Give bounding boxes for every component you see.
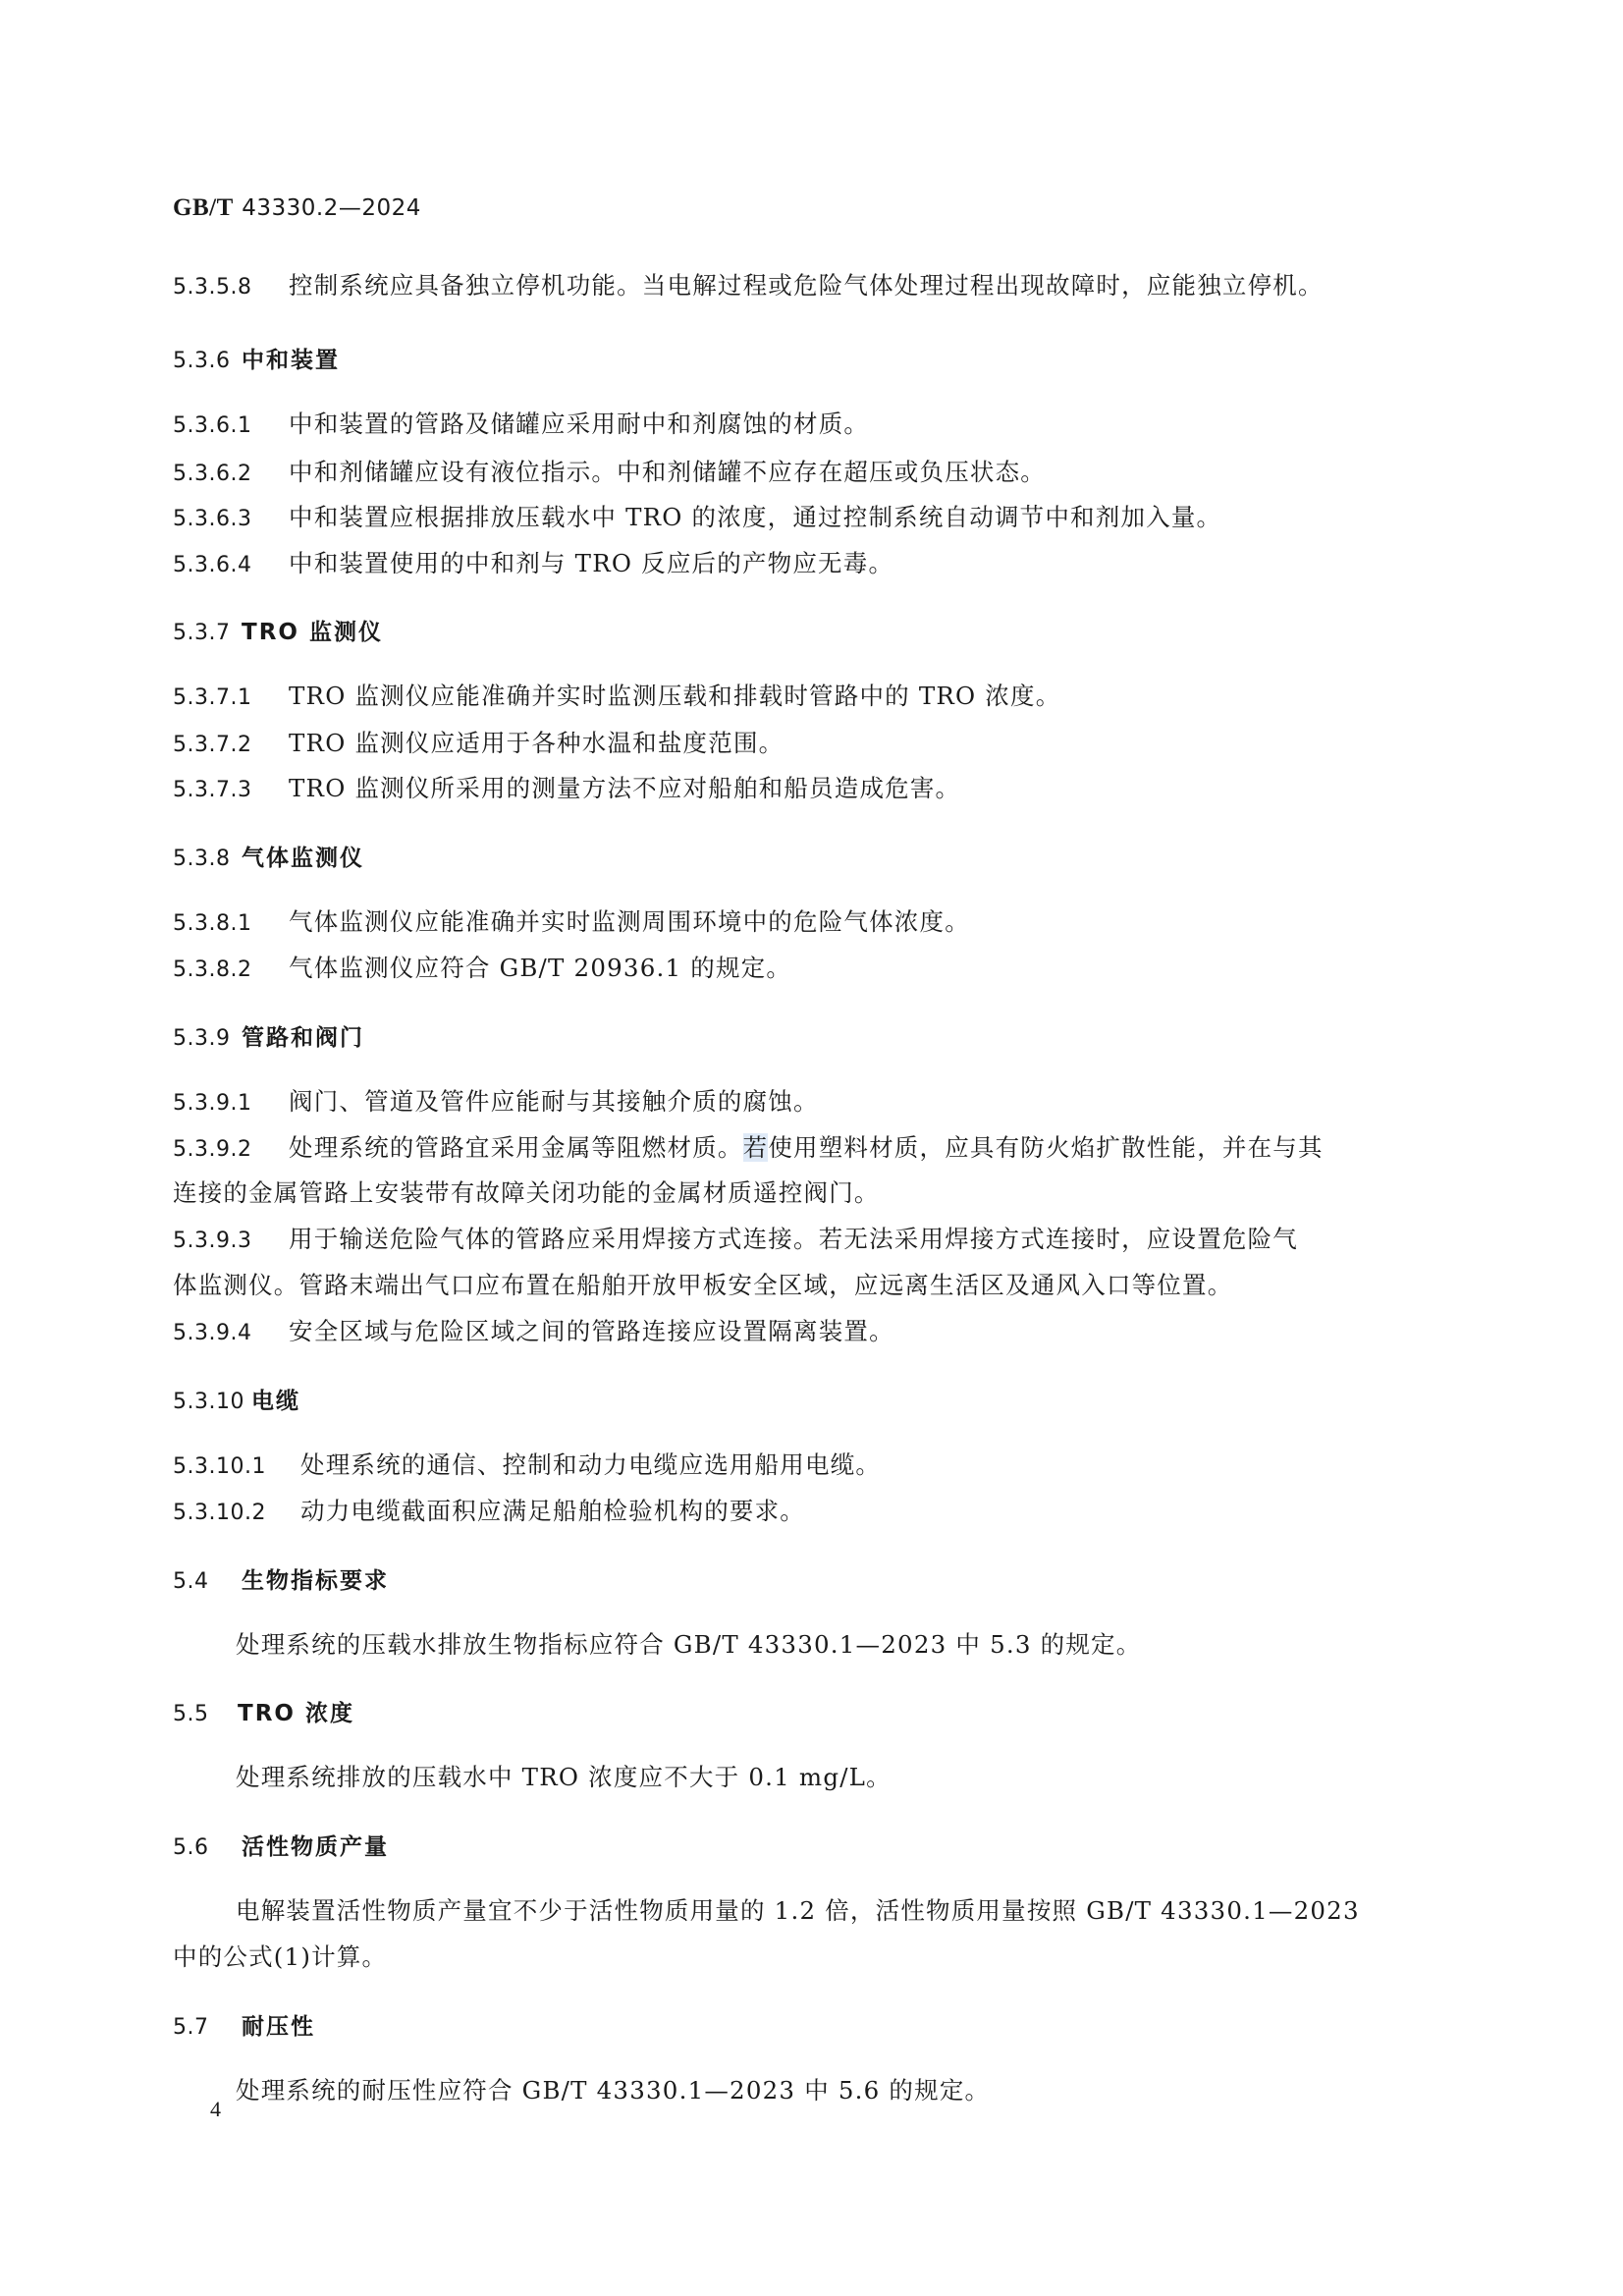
section-number: 5.3.6 [173,349,231,373]
clause-5-3-8-1 [173,903,1449,938]
clause-number: 5.3.7.1 [173,685,252,710]
clause-number: 5.3.6.4 [173,553,252,577]
clause-5-3-10-2 [173,1493,1449,1527]
section-title: 气体监测仪 [242,846,364,871]
body-paragraph [236,1759,1512,1793]
clause-text: 气体监测仪应符合 GB/T 20936.1 的规定。 [289,954,792,982]
section-heading-5-5 [173,1695,1449,1727]
clause-text: 连接的金属管路上安装带有故障关闭功能的金属材质遥控阀门。 [173,1178,880,1207]
clause-5-3-6-1 [173,406,1449,440]
section-heading-5-3-10 [173,1383,1449,1415]
section-title: 管路和阀门 [242,1025,364,1051]
section-title: 活性物质产量 [242,1834,389,1860]
paragraph-text: 电解装置活性物质产量宜不少于活性物质用量的 1.2 倍，活性物质用量按照 GB/T 43330.1—2023 [236,1896,1360,1925]
clause-text-part-b: 使用塑料材质，应具有防火焰扩散性能，并在与其 [768,1133,1324,1162]
section-title: TRO 监测仪 [242,620,383,645]
clause-5-3-6-2 [173,454,1449,488]
clause-text: 阀门、管道及管件应能耐与其接触介质的腐蚀。 [289,1087,819,1116]
section-heading-5-6 [173,1829,1449,1861]
clause-5-3-7-3 [173,770,1449,804]
paragraph-continuation [173,1939,1449,1973]
section-number: 5.3.8 [173,847,231,871]
body-paragraph [236,2072,1512,2106]
clause-text: 用于输送危险气体的管路应采用焊接方式连接。若无法采用焊接方式连接时，应设置危险气 [289,1225,1298,1253]
section-title: TRO 浓度 [238,1701,354,1726]
clause-text: TRO 监测仪应能准确并实时监测压载和排载时管路中的 TRO 浓度。 [289,682,1061,710]
clause-text: 中和装置的管路及储罐应采用耐中和剂腐蚀的材质。 [289,410,870,438]
section-number: 5.3.9 [173,1026,231,1051]
page-number: 4 [210,2097,221,2121]
section-title: 耐压性 [242,2014,315,2040]
body-paragraph [236,1892,1512,1927]
clause-5-3-8-2 [173,950,1449,984]
section-title: 生物指标要求 [242,1568,389,1594]
section-number: 5.3.10 [173,1390,244,1414]
section-number: 5.5 [173,1702,209,1726]
paragraph-text: 中的公式(1)计算。 [173,1942,388,1971]
paragraph-text: 处理系统的压载水排放生物指标应符合 GB/T 43330.1—2023 中 5.3 的规定。 [236,1630,1142,1659]
clause-number: 5.3.7.2 [173,733,252,757]
section-heading-5-4 [173,1562,1449,1595]
section-heading-5-3-7 [173,614,1449,646]
clause-number: 5.3.9.4 [173,1321,252,1345]
clause-number: 5.3.8.2 [173,957,252,982]
section-number: 5.6 [173,1835,209,1860]
clause-5-3-6-4 [173,545,1449,579]
clause-number: 5.3.9.2 [173,1137,252,1162]
section-number: 5.7 [173,2015,209,2040]
clause-number: 5.3.6.3 [173,507,252,531]
standard-number: 43330.2—2024 [242,195,421,221]
clause-text-part-a: 处理系统的管路宜采用金属等阻燃材质。 [289,1133,743,1162]
clause-text: TRO 监测仪应适用于各种水温和盐度范围。 [289,729,784,757]
clause-5-3-9-1 [173,1083,1449,1118]
clause-number: 5.3.8.1 [173,911,252,936]
paragraph-text: 处理系统排放的压载水中 TRO 浓度应不大于 0.1 mg/L。 [236,1763,892,1791]
clause-text: TRO 监测仪所采用的测量方法不应对船舶和船员造成危害。 [289,774,961,802]
paragraph-text: 处理系统的耐压性应符合 GB/T 43330.1—2023 中 5.6 的规定。 [236,2076,991,2105]
clause-number: 5.3.10.2 [173,1501,266,1525]
clause-text: 体监测仪。管路末端出气口应布置在船舶开放甲板安全区域，应远离生活区及通风入口等位置。 [173,1271,1233,1299]
clause-text: 控制系统应具备独立停机功能。当电解过程或危险气体处理过程出现故障时，应能独立停机。 [289,271,1324,300]
clause-text: 气体监测仪应能准确并实时监测周围环境中的危险气体浓度。 [289,907,970,936]
clause-5-3-7-2 [173,725,1449,759]
clause-5-3-7-1 [173,678,1449,712]
clause-number: 5.3.6.1 [173,413,252,438]
section-title: 电缆 [251,1389,300,1414]
clause-5-3-10-1 [173,1447,1449,1481]
clause-5-3-9-2 [173,1129,1449,1164]
page-header [173,192,421,222]
clause-text: 处理系统的通信、控制和动力电缆应选用船用电缆。 [300,1450,882,1479]
section-heading-5-3-6 [173,342,1449,374]
section-heading-5-3-9 [173,1019,1449,1052]
clause-5-3-9-4 [173,1313,1449,1347]
clause-continuation [173,1267,1449,1301]
section-number: 5.4 [173,1569,209,1594]
standard-prefix: GB/T [173,194,234,221]
clause-number: 5.3.9.1 [173,1091,252,1116]
clause-continuation [173,1175,1449,1209]
clause-text: 安全区域与危险区域之间的管路连接应设置隔离装置。 [289,1317,894,1345]
clause-text: 中和剂储罐应设有液位指示。中和剂储罐不应存在超压或负压状态。 [289,458,1046,486]
clause-text: 中和装置应根据排放压载水中 TRO 的浓度，通过控制系统自动调节中和剂加入量。 [289,503,1222,531]
body-paragraph [236,1626,1512,1661]
clause-5-3-6-3 [173,499,1449,533]
clause-number: 5.3.10.1 [173,1454,266,1479]
clause-5-3-5-8 [173,267,1449,301]
section-heading-5-3-8 [173,840,1449,872]
selection-highlight[interactable]: 若 [742,1133,769,1162]
section-heading-5-7 [173,2008,1449,2041]
clause-5-3-9-3 [173,1221,1449,1255]
clause-number: 5.3.9.3 [173,1229,252,1253]
section-title: 中和装置 [242,348,340,373]
section-number: 5.3.7 [173,621,231,645]
clause-text: 动力电缆截面积应满足船舶检验机构的要求。 [300,1497,805,1525]
clause-number: 5.3.7.3 [173,778,252,802]
clause-number: 5.3.6.2 [173,462,252,486]
clause-number: 5.3.5.8 [173,275,252,300]
clause-text: 中和装置使用的中和剂与 TRO 反应后的产物应无毒。 [289,549,894,577]
